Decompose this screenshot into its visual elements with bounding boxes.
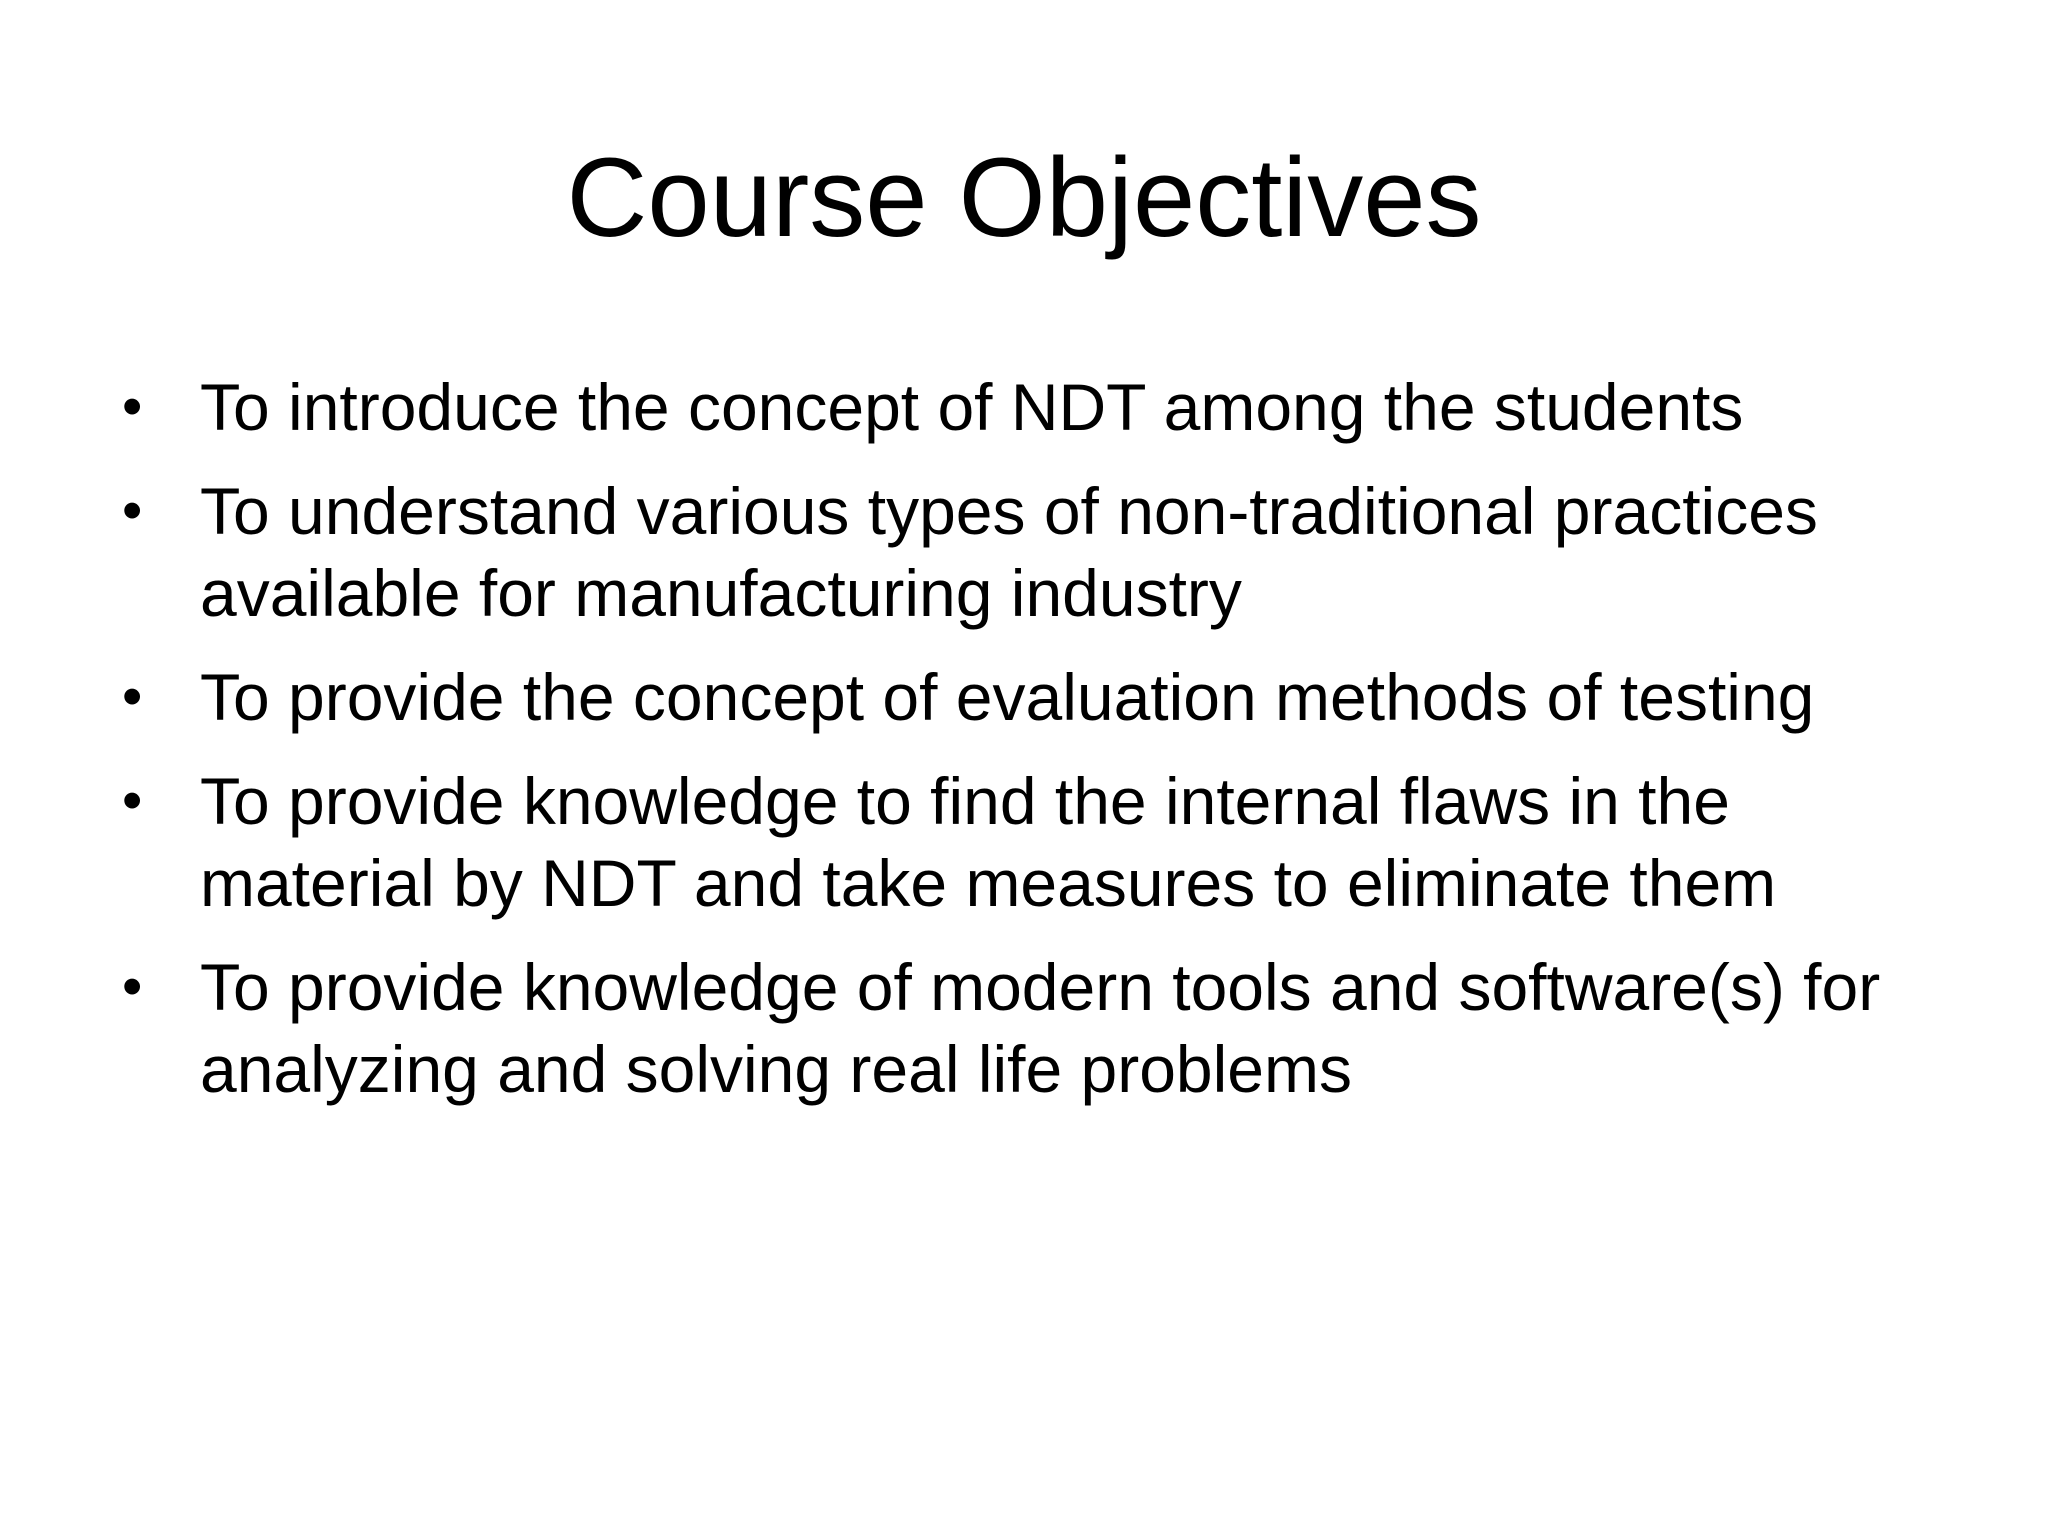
list-item [122, 470, 1940, 634]
objective-text: To provide knowledge to find the internal flaws in the material by NDT and take measures to eliminate them [200, 764, 1777, 920]
objectives-list [122, 366, 1940, 1132]
list-item [122, 656, 1940, 738]
bullet-icon: • [122, 768, 143, 833]
bullet-icon: • [122, 478, 143, 543]
list-item [122, 366, 1940, 448]
objective-text: To introduce the concept of NDT among the students [200, 370, 1744, 444]
bullet-icon: • [122, 954, 143, 1019]
objective-text: To provide the concept of evaluation methods of testing [200, 660, 1815, 734]
objective-text: To understand various types of non-traditional practices available for manufacturing industry [200, 474, 1818, 630]
bullet-icon: • [122, 664, 143, 729]
objective-text: To provide knowledge of modern tools and software(s) for analyzing and solving real life problems [200, 950, 1881, 1106]
list-item [122, 760, 1940, 924]
bullet-icon: • [122, 374, 143, 439]
slide-title: Course Objectives [566, 135, 1482, 260]
list-item [122, 946, 1940, 1110]
